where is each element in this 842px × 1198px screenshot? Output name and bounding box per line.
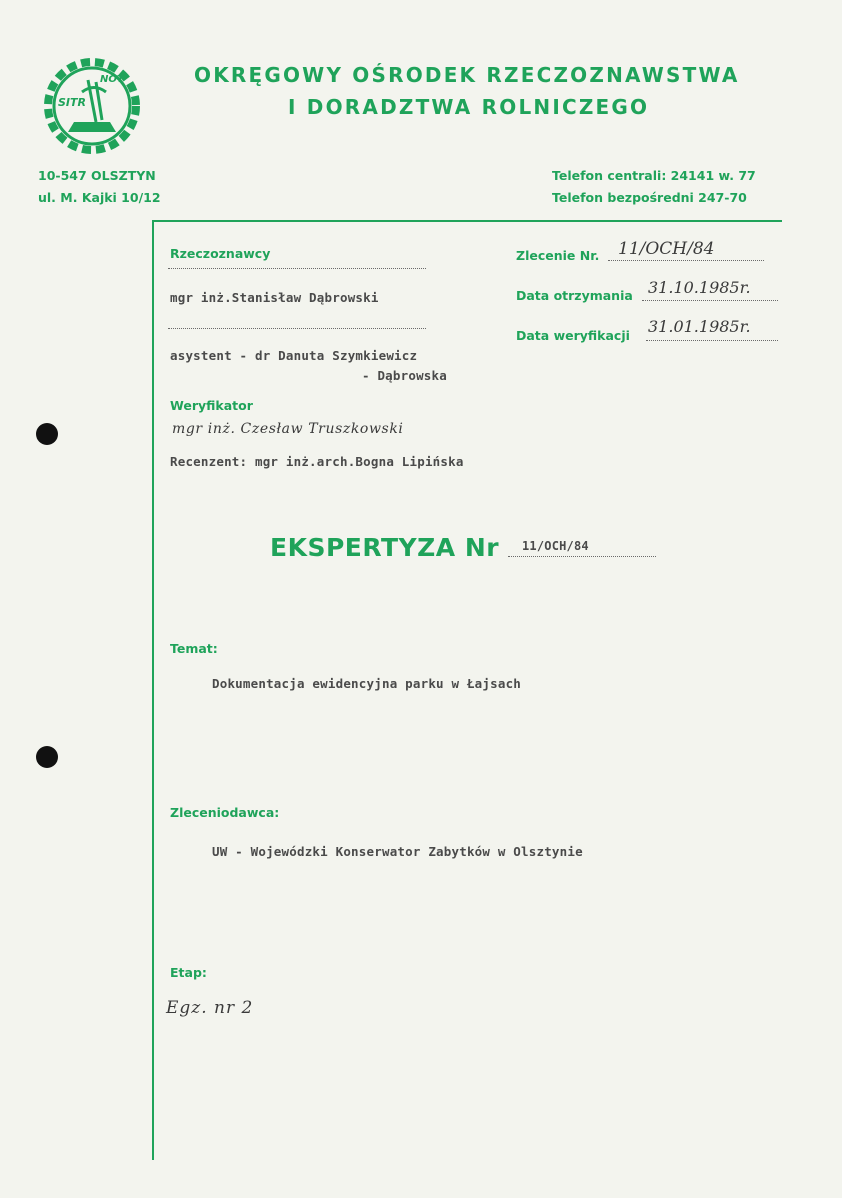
order-number-dotted-line xyxy=(608,260,764,261)
gear-logo-icon xyxy=(38,52,146,160)
stage-value: Egz. nr 2 xyxy=(166,998,254,1018)
sitr-not-logo xyxy=(38,52,146,160)
topic-label: Temat: xyxy=(170,641,218,656)
punch-hole-bottom xyxy=(36,746,58,768)
order-number-value: 11/OCH/84 xyxy=(618,239,715,259)
received-date-dotted-line xyxy=(642,300,778,301)
verified-date-value: 31.01.1985r. xyxy=(648,317,751,336)
verified-date-label: Data weryfikacji xyxy=(516,328,630,343)
address-street: ul. M. Kajki 10/12 xyxy=(38,190,161,205)
verifier-label: Weryfikator xyxy=(170,398,253,413)
institution-title-line2: I DORADZTWA ROLNICZEGO xyxy=(288,95,650,119)
expert1-dotted-line xyxy=(168,268,426,269)
phone-direct: Telefon bezpośredni 247-70 xyxy=(552,190,747,205)
client-label: Zleceniodawca: xyxy=(170,805,280,820)
reviewer-text: Recenzent: mgr inż.arch.Bogna Lipińska xyxy=(170,454,464,469)
institution-title-line1: OKRĘGOWY OŚRODEK RZECZOZNAWSTWA xyxy=(194,63,740,87)
experts-label: Rzeczoznawcy xyxy=(170,246,271,261)
order-number-label: Zlecenie Nr. xyxy=(516,248,600,263)
received-date-value: 31.10.1985r. xyxy=(648,278,751,297)
expertise-number-dotted-line xyxy=(508,556,656,557)
punch-hole-top xyxy=(36,423,58,445)
expert2-dotted-line xyxy=(168,328,426,329)
verifier-signature: mgr inż. Czesław Truszkowski xyxy=(172,421,404,437)
expertise-title: EKSPERTYZA Nr xyxy=(270,533,500,562)
expertise-number: 11/OCH/84 xyxy=(522,539,589,553)
client-value: UW - Wojewódzki Konserwator Zabytków w Olsztynie xyxy=(212,844,583,859)
verified-date-dotted-line xyxy=(646,340,778,341)
expert1-name: mgr inż.Stanisław Dąbrowski xyxy=(170,290,379,305)
phone-central: Telefon centrali: 24141 w. 77 xyxy=(552,168,756,183)
stage-label: Etap: xyxy=(170,965,207,980)
logo-not-text: NOT xyxy=(100,74,124,85)
topic-value: Dokumentacja ewidencyjna parku w Łajsach xyxy=(212,676,522,691)
received-date-label: Data otrzymania xyxy=(516,288,633,303)
header-rule xyxy=(152,220,782,222)
expert2-name-line2: - Dąbrowska xyxy=(362,368,447,383)
left-margin-rule xyxy=(152,220,154,1160)
expert2-name-line1: asystent - dr Danuta Szymkiewicz xyxy=(170,348,418,363)
logo-sitr-text: SITR xyxy=(58,96,86,109)
address-postal-city: 10-547 OLSZTYN xyxy=(38,168,156,183)
